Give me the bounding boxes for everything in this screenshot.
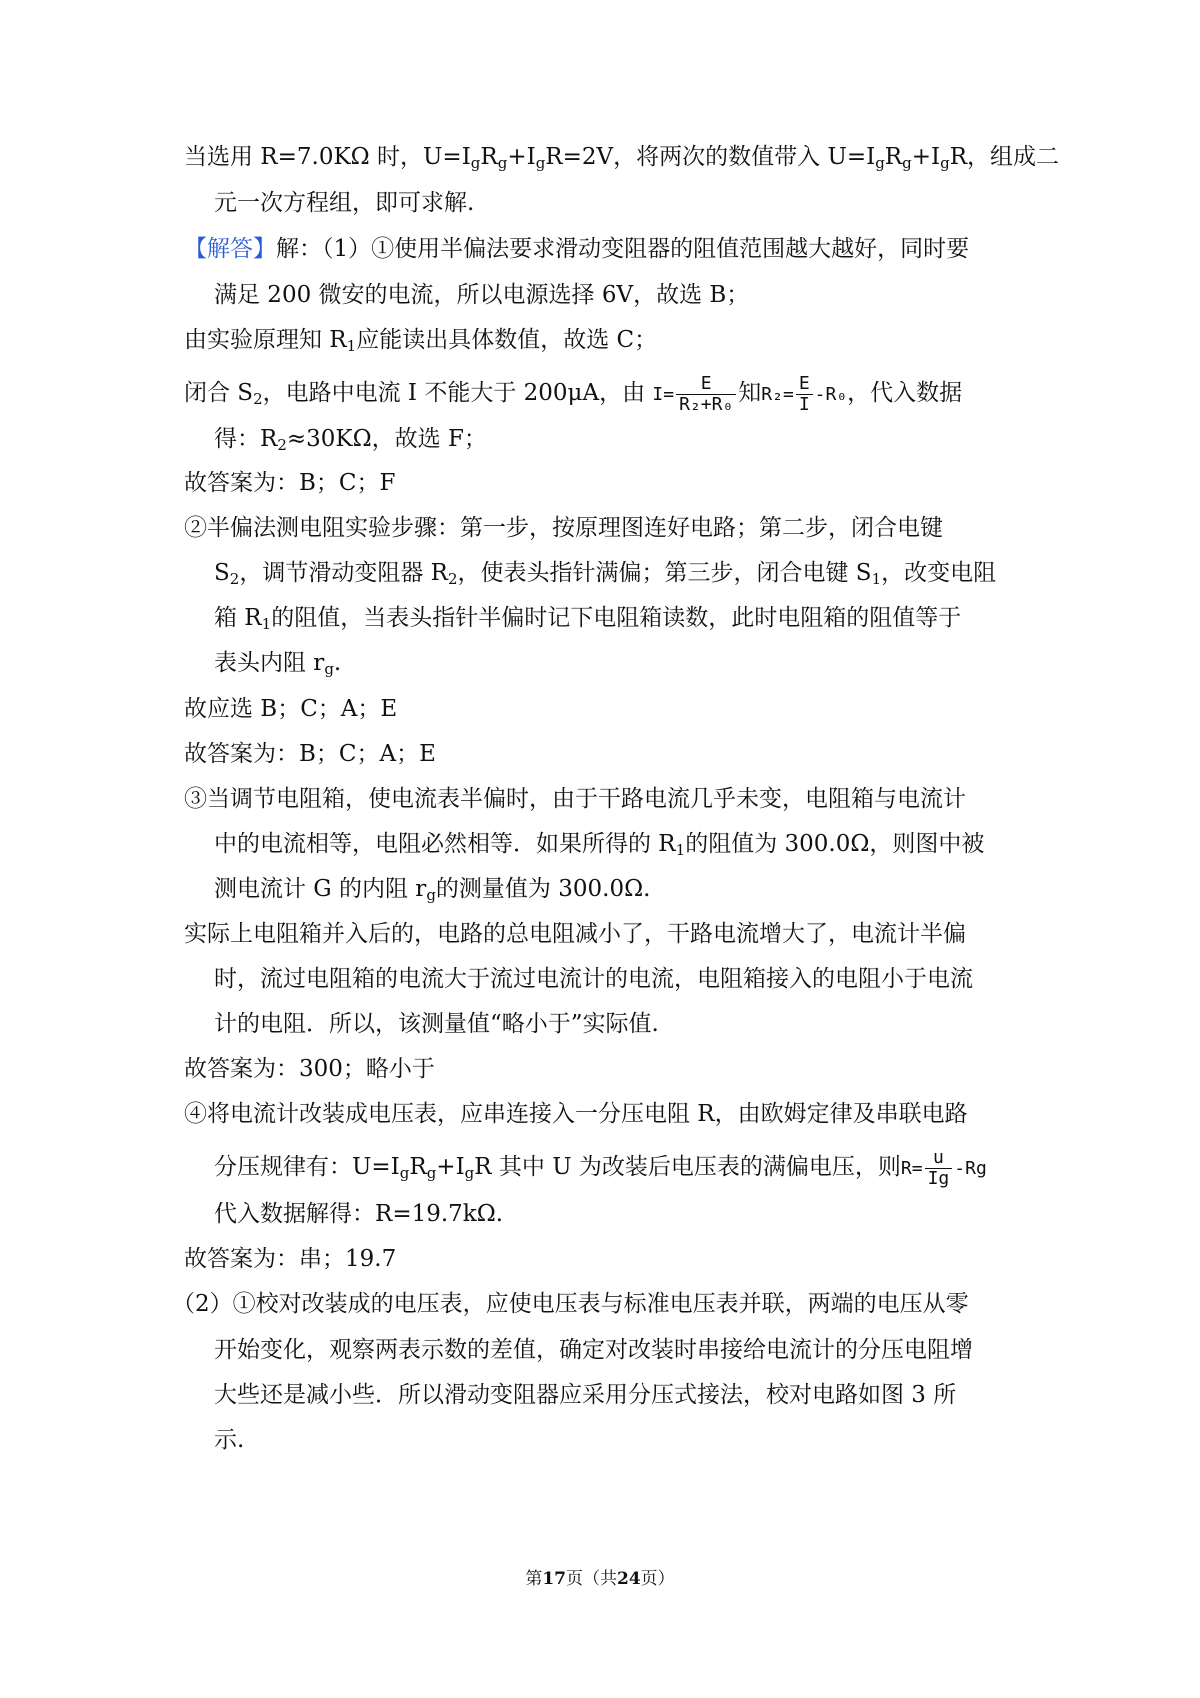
formula-rhs: -R₀ — [814, 384, 848, 405]
text-segment: （2）①校对改装成的电压表，应使电压表与标准电压表并联，两端的电压从零 — [172, 1291, 969, 1317]
text-segment: 中的电流相等，电阻必然相等．如果所得的 R — [214, 831, 676, 857]
text-segment: 元一次方程组，即可求解. — [214, 190, 475, 216]
subscript: g — [940, 154, 950, 172]
fraction-e-over-r2-r0 — [676, 374, 736, 415]
subscript: 1 — [675, 841, 686, 859]
text-segment: 时，流过电阻箱的电流大于流过电流计的电流，电阻箱接入的电阻小于电流 — [214, 966, 973, 992]
text-line-10 — [0, 553, 1200, 593]
text-line-8 — [0, 463, 1200, 503]
text-segment: 的阻值为 300.0Ω，则图中被 — [685, 831, 985, 857]
formula-rhs: -Rg — [954, 1158, 987, 1179]
text-segment: 由实验原理知 R — [184, 327, 347, 353]
subscript: g — [464, 1164, 475, 1182]
fraction-denominator: R₂+R₀ — [676, 394, 736, 415]
page-number: 17 — [542, 1569, 566, 1589]
subscript: 2 — [447, 570, 458, 588]
text-segment: 的阻值，当表头指针半偏时记下电阻箱读数，此时电阻箱的阻值等于 — [271, 605, 962, 631]
formula-lhs: I= — [652, 384, 675, 405]
text-segment: R，组成二 — [949, 144, 1060, 170]
text-segment: ，代入数据 — [847, 380, 963, 406]
text-segment: ，改变电阻 — [881, 560, 997, 586]
text-line-4 — [0, 275, 1200, 315]
text-segment: 满足 200 微安的电流，所以电源选择 6V，故选 B； — [214, 282, 750, 308]
text-segment: ④将电流计改装成电压表，应串连接入一分压电阻 R，由欧姆定律及串联电路 — [184, 1101, 968, 1127]
page-footer — [0, 1567, 1200, 1591]
text-segment: S — [214, 560, 230, 586]
subscript: 2 — [229, 570, 240, 588]
text-segment: R — [409, 1154, 427, 1180]
footer-text: 页） — [640, 1569, 675, 1589]
text-line-27 — [0, 1330, 1200, 1370]
text-segment: ，使表头指针满偏；第三步，闭合电键 S — [457, 560, 872, 586]
text-line-13 — [0, 689, 1200, 729]
text-segment: 知 — [738, 380, 762, 406]
text-segment: 大些还是减小些．所以滑动变阻器应采用分压式接法，校对电路如图 3 所 — [214, 1382, 957, 1408]
subscript: 2 — [253, 390, 263, 408]
text-segment: 代入数据解得：R=19.7kΩ. — [214, 1201, 504, 1227]
text-line-25 — [0, 1239, 1200, 1279]
text-line-5 — [0, 320, 1200, 360]
subscript: g — [399, 1164, 410, 1182]
fraction-e-over-i — [796, 374, 813, 415]
text-line-14 — [0, 734, 1200, 774]
text-line-2 — [0, 183, 1200, 223]
text-line-17 — [0, 869, 1200, 909]
subscript: 2 — [277, 436, 287, 454]
text-segment: +I — [436, 1154, 465, 1180]
text-segment: 箱 R — [214, 605, 262, 631]
text-line-22 — [0, 1094, 1200, 1134]
text-segment: 计的电阻．所以，该测量值“略小于”实际值. — [214, 1011, 659, 1037]
fraction-u-over-ig — [925, 1148, 953, 1189]
subscript: g — [470, 154, 481, 172]
text-line-6 — [0, 366, 1200, 420]
text-segment: R — [480, 144, 498, 170]
text-segment: ③当调节电阻箱，使电流表半偏时，由于干路电流几乎未变，电阻箱与电流计 — [184, 786, 966, 812]
text-line-23 — [0, 1140, 1200, 1194]
text-segment: 分压规律有：U=I — [214, 1154, 400, 1180]
text-segment: 故答案为：300；略小于 — [184, 1056, 435, 1082]
text-segment: 当选用 R=7.0KΩ 时，U=I — [184, 144, 471, 170]
text-line-7 — [0, 419, 1200, 459]
text-line-19 — [0, 959, 1200, 999]
text-segment: 闭合 S — [184, 380, 254, 406]
fraction-numerator: u — [933, 1146, 944, 1168]
answer-tag: 【解答】 — [184, 236, 276, 262]
subscript: 1 — [871, 570, 882, 588]
text-segment: R 其中 U 为改装后电压表的满偏电压，则 — [474, 1154, 901, 1180]
text-segment: 示. — [214, 1427, 245, 1453]
text-line-21 — [0, 1049, 1200, 1089]
text-segment: 表头内阻 r — [214, 650, 325, 676]
text-segment: 得：R — [214, 426, 278, 452]
fraction-numerator: E — [798, 372, 810, 394]
subscript: g — [535, 154, 546, 172]
text-line-15 — [0, 779, 1200, 819]
text-segment: 故答案为：B；C；A；E — [184, 741, 436, 767]
text-line-16 — [0, 824, 1200, 864]
page-total: 24 — [617, 1569, 641, 1589]
text-segment: 开始变化，观察两表示数的差值，确定对改装时串接给电流计的分压电阻增 — [214, 1337, 973, 1363]
text-line-11 — [0, 598, 1200, 638]
text-line-18 — [0, 914, 1200, 954]
text-segment: 故答案为：串；19.7 — [184, 1246, 397, 1272]
text-segment: 实际上电阻箱并入后的，电路的总电阻减小了，干路电流增大了，电流计半偏 — [184, 921, 966, 947]
text-line-26 — [0, 1284, 1200, 1324]
fraction-numerator: E — [700, 372, 712, 394]
text-segment: ，调节滑动变阻器 R — [239, 560, 448, 586]
text-line-28 — [0, 1375, 1200, 1415]
text-segment: 测电流计 G 的内阻 r — [214, 876, 427, 902]
text-segment: R — [884, 144, 903, 170]
text-line-9 — [0, 508, 1200, 548]
text-line-24 — [0, 1194, 1200, 1234]
subscript: g — [426, 1164, 437, 1182]
subscript: g — [324, 660, 334, 678]
text-segment: +I — [911, 144, 941, 170]
footer-text: 第 — [525, 1569, 543, 1589]
text-segment: . — [333, 650, 342, 676]
text-line-3 — [0, 229, 1200, 269]
text-line-1 — [0, 137, 1200, 177]
fraction-denominator: Ig — [925, 1168, 953, 1189]
subscript: g — [426, 886, 436, 904]
text-segment: ②半偏法测电阻实验步骤：第一步，按原理图连好电路；第二步，闭合电键 — [184, 515, 943, 541]
text-segment: 解：（1）①使用半偏法要求滑动变阻器的阻值范围越大越好，同时要 — [276, 236, 970, 262]
subscript: 1 — [261, 615, 272, 633]
text-segment: 应能读出具体数值，故选 C； — [356, 327, 658, 353]
text-segment: ，电路中电流 I 不能大于 200μA，由 — [262, 380, 646, 406]
text-line-12 — [0, 643, 1200, 683]
text-segment: 故答案为：B；C；F — [184, 470, 396, 496]
subscript: g — [875, 154, 885, 172]
footer-text: 页（共 — [566, 1569, 617, 1589]
text-segment: ≈30KΩ，故选 F； — [286, 426, 487, 452]
subscript: g — [902, 154, 912, 172]
text-line-20 — [0, 1004, 1200, 1044]
text-line-29 — [0, 1420, 1200, 1460]
text-segment: +I — [507, 144, 536, 170]
text-segment: 故应选 B；C；A；E — [184, 696, 398, 722]
formula-lhs: R₂= — [761, 384, 794, 405]
text-segment: R=2V，将两次的数值带入 U=I — [545, 144, 876, 170]
formula-lhs: R= — [900, 1158, 923, 1179]
fraction-denominator: I — [796, 394, 813, 415]
subscript: g — [497, 154, 508, 172]
subscript: 1 — [346, 337, 357, 355]
text-segment: 的测量值为 300.0Ω. — [435, 876, 651, 902]
